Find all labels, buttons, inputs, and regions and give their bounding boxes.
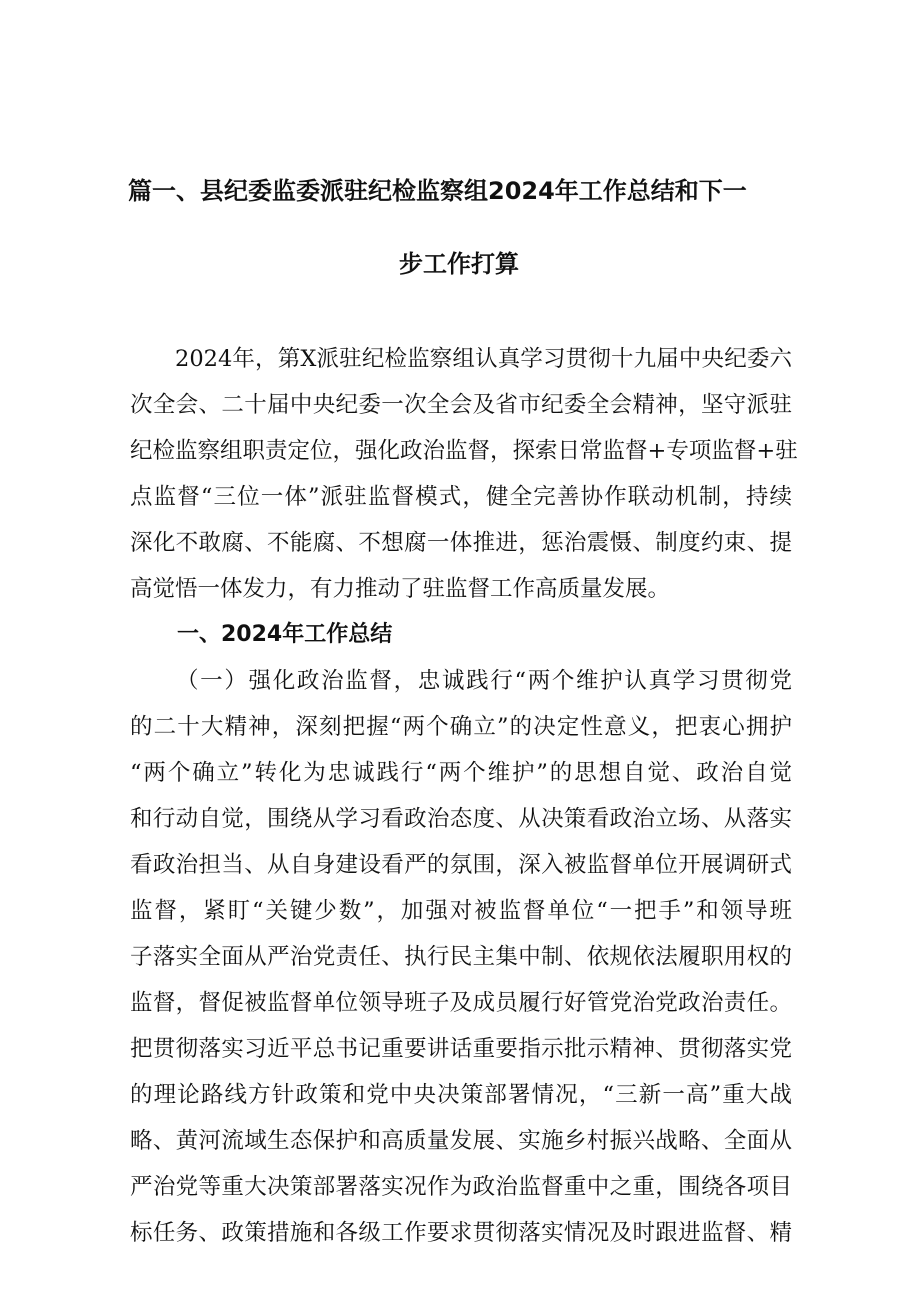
section-paragraph-line: 看政治担当、从自身建设看严的氛围，深入被监督单位开展调研式 xyxy=(130,852,792,878)
section-paragraph-line: 把贯彻落实习近平总书记重要讲话重要指示批示精神、贯彻落实党 xyxy=(130,1036,792,1062)
section-paragraph-line: （一）强化政治监督，忠诚践行“两个维护认真学习贯彻党 xyxy=(176,668,792,694)
section-paragraph-line: “两个确立”转化为忠诚践行“两个维护”的思想自觉、政治自觉 xyxy=(130,760,792,786)
section-paragraph-line: 的理论路线方针政策和党中央决策部署情况，“三新一高”重大战 xyxy=(130,1082,792,1108)
section-paragraph-line: 略、黄河流域生态保护和高质量发展、实施乡村振兴战略、全面从 xyxy=(130,1128,792,1154)
document-title-line-2: 步工作打算 xyxy=(399,250,519,278)
section-paragraph-line: 的二十大精神，深刻把握“两个确立”的决定性意义，把衷心拥护 xyxy=(130,714,792,740)
section-paragraph-line: 子落实全面从严治党责任、执行民主集中制、依规依法履职用权的 xyxy=(130,944,792,970)
section-paragraph-line: 标任务、政策措施和各级工作要求贯彻落实情况及时跟进监督、精 xyxy=(130,1220,792,1246)
intro-paragraph-line: 点监督“三位一体”派驻监督模式，健全完善协作联动机制，持续 xyxy=(130,484,792,510)
intro-paragraph-line: 纪检监察组职责定位，强化政治监督，探索日常监督+专项监督+驻 xyxy=(130,438,798,464)
document-title-line-1: 篇一、县纪委监委派驻纪检监察组2024年工作总结和下一 xyxy=(128,177,747,205)
intro-paragraph-line: 2024年，第X派驻纪检监察组认真学习贯彻十九届中央纪委六 xyxy=(175,346,792,372)
section-paragraph-line: 和行动自觉，围绕从学习看政治态度、从决策看政治立场、从落实 xyxy=(130,806,792,832)
intro-paragraph-line: 高觉悟一体发力，有力推动了驻监督工作高质量发展。 xyxy=(130,576,671,602)
section-paragraph-line: 严治党等重大决策部署落实况作为政治监督重中之重，围绕各项目 xyxy=(130,1174,792,1200)
section-heading: 一、2024年工作总结 xyxy=(177,622,393,647)
intro-paragraph-line: 深化不敢腐、不能腐、不想腐一体推进，惩治震慑、制度约束、提 xyxy=(130,530,792,556)
section-paragraph-line: 监督，督促被监督单位领导班子及成员履行好管党治党政治责任。 xyxy=(130,990,792,1016)
intro-paragraph-line: 次全会、二十届中央纪委一次全会及省市纪委全会精神，坚守派驻 xyxy=(130,392,792,418)
section-paragraph-line: 监督，紧盯“关键少数”，加强对被监督单位“一把手”和领导班 xyxy=(130,898,792,924)
